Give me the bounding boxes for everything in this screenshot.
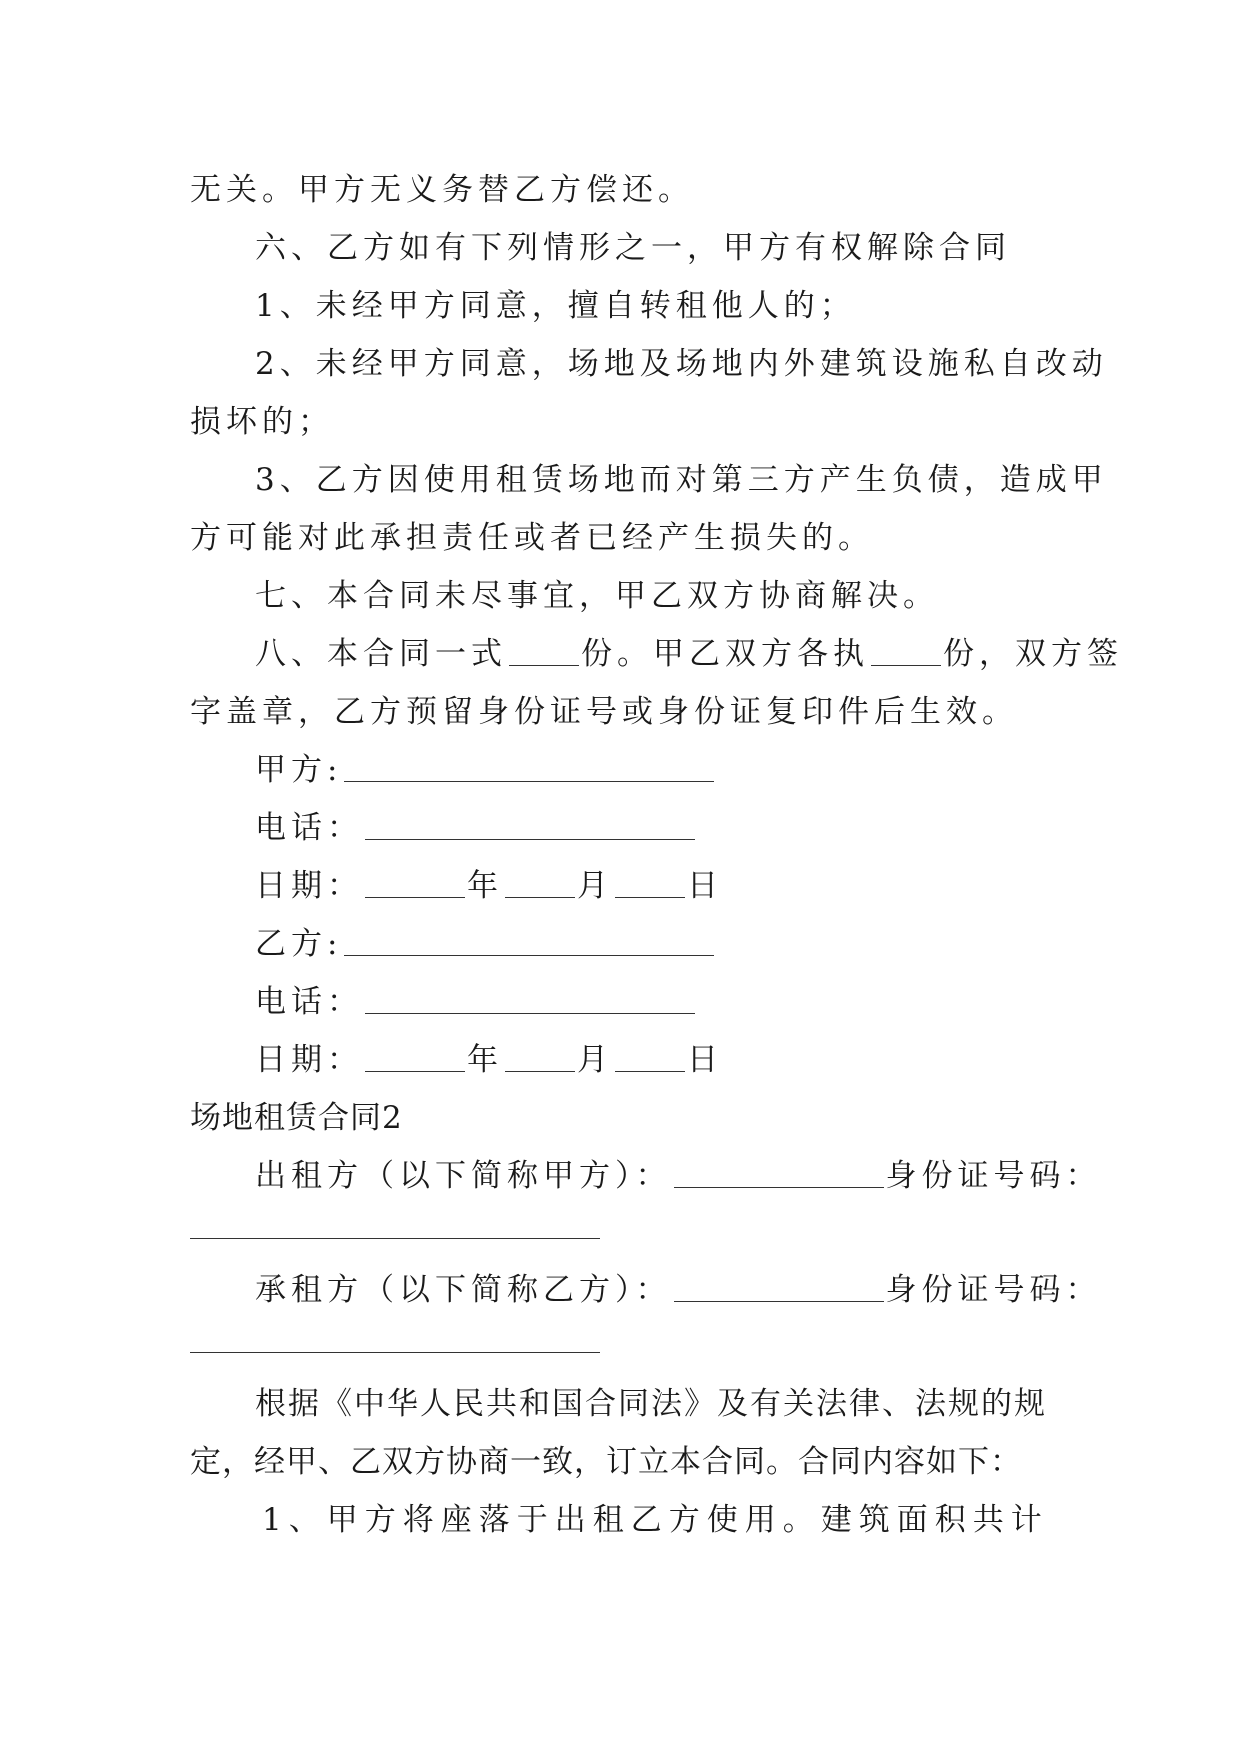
month-blank[interactable] (505, 867, 575, 898)
clause-eight-part-b: 份。甲乙双方各执 (581, 636, 869, 672)
lessee-label: 承租方（以下简称乙方）： (255, 1272, 672, 1308)
party-b-blank[interactable] (344, 925, 714, 956)
lessor-line (255, 1156, 1102, 1196)
party-a-phone (255, 808, 697, 848)
date-label: 日期： (255, 868, 363, 904)
party-b-label: 乙方: (255, 926, 343, 962)
party-b-date (255, 1040, 723, 1080)
contract-2-intro-cont: 定，经甲、乙双方协商一致，订立本合同。合同内容如下： (190, 1444, 1022, 1480)
clause-eight-cont: 字盖章，乙方预留身份证号或身份证复印件后生效。 (190, 694, 1018, 730)
month-label: 月 (577, 868, 613, 904)
clause-eight-part-a: 八、本合同一式 (255, 636, 507, 672)
party-a-blank[interactable] (344, 751, 714, 782)
year-blank[interactable] (365, 1041, 465, 1072)
lessor-label: 出租方（以下简称甲方）： (255, 1158, 672, 1194)
year-blank[interactable] (365, 867, 465, 898)
party-a-signature (255, 750, 716, 790)
clause-six-heading: 六、乙方如有下列情形之一，甲方有权解除合同 (255, 230, 1011, 266)
day-blank[interactable] (615, 1041, 685, 1072)
phone-label: 电话： (255, 810, 363, 846)
party-b-signature (255, 924, 716, 964)
year-label: 年 (467, 1042, 503, 1078)
copies-blank[interactable] (509, 635, 579, 666)
contract-2-title: 场地租赁合同2 (190, 1100, 403, 1136)
clause-six-item-2: 2、未经甲方同意，场地及场地内外建筑设施私自改动 (255, 346, 1108, 382)
party-a-label: 甲方: (255, 752, 343, 788)
clause-six-item-3-cont: 方可能对此承担责任或者已经产生损失的。 (190, 520, 874, 556)
paragraph-line: 无关。甲方无义务替乙方偿还。 (190, 172, 694, 208)
party-a-date (255, 866, 723, 906)
phone-label: 电话： (255, 984, 363, 1020)
date-label: 日期： (255, 1042, 363, 1078)
contract-2-clause-1: 1、甲方将座落于出租乙方使用。建筑面积共计 (262, 1502, 1049, 1538)
contract-2-intro: 根据《中华人民共和国合同法》及有关法律、法规的规 (255, 1386, 1047, 1422)
lessee-id-blank[interactable] (190, 1352, 600, 1353)
party-a-phone-blank[interactable] (365, 809, 695, 840)
day-label: 日 (687, 868, 723, 904)
copies-each-blank[interactable] (871, 635, 941, 666)
year-label: 年 (467, 868, 503, 904)
month-label: 月 (577, 1042, 613, 1078)
day-blank[interactable] (615, 867, 685, 898)
lessee-name-blank[interactable] (674, 1271, 884, 1302)
party-b-phone-blank[interactable] (365, 983, 695, 1014)
lessee-id-label: 身份证号码： (885, 1272, 1102, 1308)
clause-six-item-1: 1、未经甲方同意，擅自转租他人的； (255, 288, 856, 324)
lessor-name-blank[interactable] (674, 1157, 884, 1188)
clause-six-item-3: 3、乙方因使用租赁场地而对第三方产生负债，造成甲 (255, 462, 1108, 498)
clause-eight-part-c: 份，双方签 (943, 636, 1123, 672)
clause-eight (255, 634, 1123, 674)
lessor-id-blank[interactable] (190, 1238, 600, 1239)
day-label: 日 (687, 1042, 723, 1078)
clause-seven: 七、本合同未尽事宜，甲乙双方协商解决。 (255, 578, 939, 614)
clause-six-item-2-cont: 损坏的； (190, 404, 334, 440)
lessee-line (255, 1270, 1102, 1310)
month-blank[interactable] (505, 1041, 575, 1072)
party-b-phone (255, 982, 697, 1022)
lessor-id-label: 身份证号码： (885, 1158, 1102, 1194)
